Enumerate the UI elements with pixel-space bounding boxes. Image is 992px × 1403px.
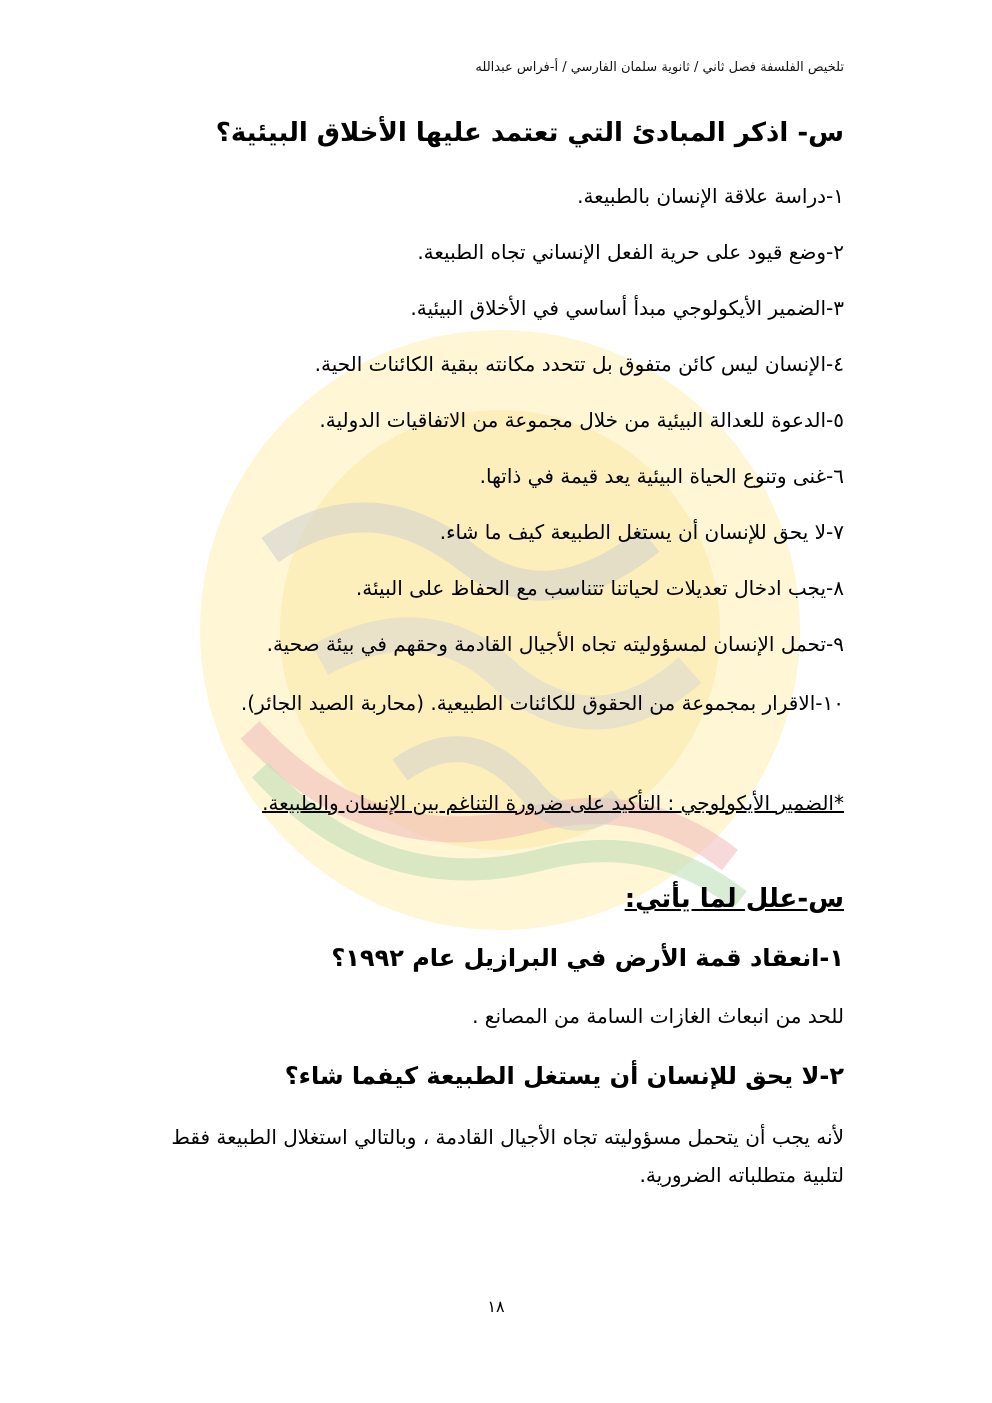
principle-item: ٣-الضمير الأيكولوجي مبدأ أساسي في الأخلاق البيئية.	[410, 296, 844, 320]
section-title: س-علل لما يأتي:	[624, 884, 844, 914]
question-title: س- اذكر المبادئ التي تعتمد عليها الأخلاق البيئية؟	[215, 118, 844, 148]
sub-question-title: ٢-لا يحق للإنسان أن يستغل الطبيعة كيفما شاء؟	[284, 1062, 844, 1090]
principle-item: ٢-وضع قيود على حرية الفعل الإنساني تجاه الطبيعة.	[417, 240, 844, 264]
principle-item: ١-دراسة علاقة الإنسان بالطبيعة.	[577, 184, 844, 208]
sub-question-title: ١-انعقاد قمة الأرض في البرازيل عام ١٩٩٢؟	[331, 944, 844, 972]
sub-question-answer: للحد من انبعاث الغازات السامة من المصانع .	[472, 1004, 844, 1028]
sub-question-answer: لأنه يجب أن يتحمل مسؤوليته تجاه الأجيال القادمة ، وبالتالي استغلال الطبيعة فقط لتلبية متطلباته الضرورية.	[171, 1125, 844, 1187]
page-number: ١٨	[487, 1297, 505, 1316]
principle-item: ٤-الإنسان ليس كائن متفوق بل تتحدد مكانته ببقية الكائنات الحية.	[314, 352, 844, 376]
principle-item: ٩-تحمل الإنسان لمسؤوليته تجاه الأجيال القادمة وحقهم في بيئة صحية.	[266, 632, 844, 656]
principle-item: ٧-لا يحق للإنسان أن يستغل الطبيعة كيف ما شاء.	[439, 520, 844, 544]
principle-item: ٦-غنى وتنوع الحياة البيئية يعد قيمة في ذاتها.	[479, 464, 844, 488]
principle-item: ١٠-الاقرار بمجموعة من الحقوق للكائنات الطبيعية. (محاربة الصيد الجائر).	[240, 691, 844, 715]
principle-item: ٨-يجب ادخال تعديلات لحياتنا تتناسب مع الحفاظ على البيئة.	[355, 576, 844, 600]
ecological-conscience-note: *الضمير الأيكولوجي : التأكيد على ضرورة التناغم بين الإنسان والطبيعة.	[262, 791, 844, 815]
page-header: تلخيص الفلسفة فصل ثاني / ثانوية سلمان الفارسي / أ-فراس عبدالله	[475, 60, 844, 75]
principle-item: ٥-الدعوة للعدالة البيئية من خلال مجموعة من الاتفاقيات الدولية.	[319, 408, 844, 432]
